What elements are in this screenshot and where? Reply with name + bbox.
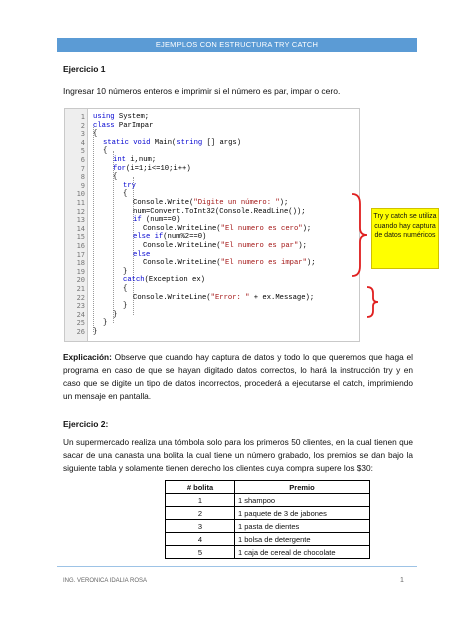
line-number: 22 [76,293,85,302]
code-token: } [93,328,98,336]
code-keyword: using [93,113,115,121]
line-number: 21 [76,285,85,293]
code-token: (num==0) [141,216,181,225]
column-header: # bolita [166,481,235,494]
line-number: 11 [76,199,85,207]
code-line [93,328,97,336]
code-keyword: for [113,164,126,173]
code-line [93,113,149,121]
code-keyword: catch [123,276,145,285]
code-token: Main( [150,138,177,147]
code-token: } [113,310,118,319]
code-line [133,251,150,259]
code-token: ); [279,199,289,207]
catch-brace [365,284,383,320]
ejercicio2-statement: Un supermercado realiza una tómbola solo para los primeros 50 clientes, en la cual tienen que sacar de una canasta una bolita la cual tiene un número grabado, los premios se dan bajo la siguiente tabla y solamente tienen derecho los clientes cuya compra supere los $30: [63,437,413,473]
code-token: } [123,267,128,276]
code-keyword: int [113,156,126,164]
code-line [143,242,307,250]
line-number: 6 [80,156,85,164]
code-line [103,139,241,147]
code-line [123,302,127,310]
code-line [123,285,127,293]
ejercicio1-statement: Ingresar 10 números enteros e imprimir si el número es par, impar o cero. [63,86,341,96]
line-number: 4 [80,138,85,147]
line-number: 3 [80,130,85,139]
code-line [143,259,316,267]
code-token: Console.WriteLine( [143,224,221,233]
code-line [113,311,117,319]
table-cell: 5 [166,546,235,559]
code-keyword: static void [103,138,151,147]
code-line [123,190,127,198]
code-token: Console.WriteLine( [143,242,221,250]
code-token: ); [306,259,316,268]
line-number: 20 [76,276,85,285]
ejercicio1-title: Ejercicio 1 [63,64,106,74]
code-block [64,108,360,342]
code-line [103,319,107,327]
line-number: 18 [76,259,85,268]
table-cell: 1 bolsa de detergente [235,533,370,546]
code-line [113,156,156,164]
code-line [123,268,127,276]
code-token: i,num; [125,156,157,164]
line-number: 2 [80,121,85,130]
explicacion-label: Explicación: [63,352,112,362]
code-token: + ex.Message); [249,293,315,302]
code-token: { [113,173,118,182]
table-cell: 1 [166,494,235,507]
code-token: } [123,302,128,311]
code-keyword: try [123,181,136,190]
table-row [166,546,370,559]
code-token: Console.WriteLine( [133,293,211,302]
code-line [133,233,206,241]
table-cell: 1 caja de cereal de chocolate [235,546,370,559]
code-string: "El numero es impar" [220,259,307,268]
code-line [103,147,107,155]
line-number: 1 [80,113,85,121]
code-token: Console.WriteLine( [143,259,221,268]
table-header-row [166,481,370,494]
code-token: ); [302,224,312,233]
code-token: ParImpar [114,121,154,130]
line-number: 12 [76,207,85,216]
table-cell: 2 [166,507,235,520]
line-number: 17 [76,250,85,259]
page-number: 1 [400,577,404,584]
table-row [166,533,370,546]
try-brace [350,190,372,280]
code-line [113,173,117,181]
code-line [133,216,180,224]
line-number: 9 [80,181,85,190]
explicacion-text: Observe que cuando hay captura de datos y todo lo que queremos que haga el programa en caso de que se hayan digitado datos correctos, lo hará la instrucción try y en caso que se digite un tipo de datos incorrectos, procederá a ejecutarse el catch, imprimiendo un mensaje en pantalla. [63,352,413,401]
code-line [133,199,288,207]
line-number: 13 [76,216,85,225]
line-number: 19 [76,267,85,276]
prize-table [165,480,370,559]
code-token: (i=1;i<=10;i++) [125,164,191,173]
page-header: EJEMPLOS CON ESTRUCTURA TRY CATCH [57,38,417,52]
table-row [166,520,370,533]
code-line [123,182,136,190]
code-line [93,122,153,130]
code-token: { [123,190,128,199]
code-token: Console.Write( [133,199,194,207]
line-number: 24 [76,310,85,319]
code-line [133,208,306,216]
table-row [166,494,370,507]
code-line [93,130,97,138]
line-number: 8 [80,173,85,182]
line-number: 5 [80,147,85,156]
code-string: "El numero es cero" [220,224,303,233]
line-number: 26 [76,328,85,336]
line-number: 14 [76,224,85,233]
code-token: { [103,147,108,156]
code-line [133,294,314,302]
code-keyword: if [133,216,142,225]
code-keyword: else [133,250,151,259]
code-keyword: class [93,121,115,130]
code-token: num=Convert.ToInt32(Console.ReadLine()); [133,207,306,216]
table-cell: 1 paquete de 3 de jabones [235,507,370,520]
ejercicio2-title: Ejercicio 2: [63,419,109,429]
code-token: { [123,285,128,293]
code-string: "Digite un número: " [193,199,280,207]
column-header: Premio [235,481,370,494]
code-line [113,165,191,173]
code-token: (num%2==0) [163,233,207,242]
code-line [123,276,205,284]
explicacion-paragraph [63,351,413,403]
note-callout: Try y catch se utiliza cuando hay captura de datos numéricos [371,208,439,269]
line-number: 16 [76,242,85,250]
table-row [166,507,370,520]
code-token: [] args) [202,138,242,147]
line-number: 25 [76,319,85,328]
code-token: } [103,319,108,328]
line-number: 10 [76,190,85,199]
line-number: 7 [80,164,85,173]
code-keyword: else if [133,233,164,242]
table-cell: 1 shampoo [235,494,370,507]
code-string: "Error: " [210,293,250,302]
code-string: "El numero es par" [220,242,299,250]
code-line [143,225,311,233]
footer-divider [57,566,417,567]
line-number: 23 [76,302,85,311]
code-token: { [93,130,98,139]
code-token: ); [298,242,307,250]
table-cell: 4 [166,533,235,546]
code-token: System; [114,113,150,121]
line-number: 15 [76,233,85,242]
footer-author: ING. VERONICA IDALIA ROSA [63,578,148,584]
code-token: (Exception ex) [144,276,205,285]
code-keyword: string [176,138,203,147]
table-cell: 3 [166,520,235,533]
table-cell: 1 pasta de dientes [235,520,370,533]
fold-guide [93,127,94,332]
